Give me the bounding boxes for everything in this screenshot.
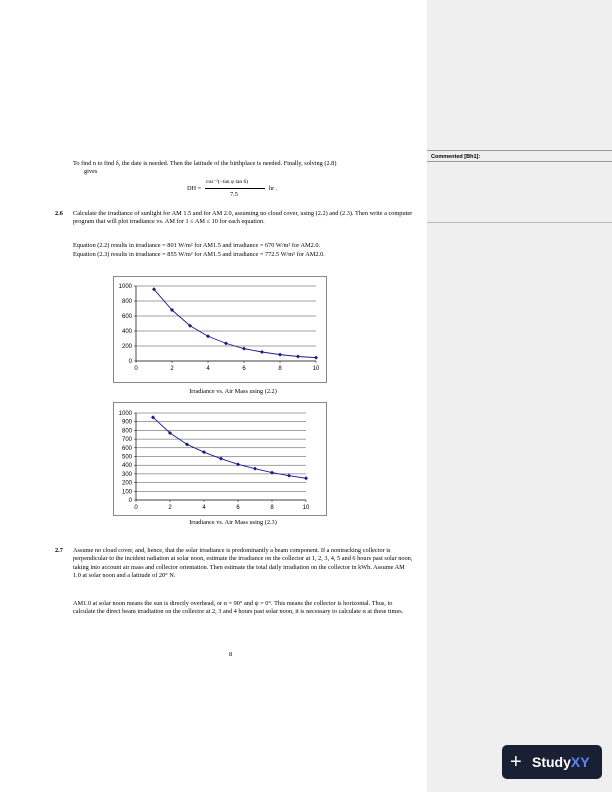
chart-2-caption: Irradiance vs. Air Mass using (2.3)	[189, 519, 277, 526]
y-tick-label: 300	[121, 471, 132, 478]
chart-1	[114, 277, 326, 382]
chart-1-frame	[113, 276, 327, 383]
data-point	[253, 467, 257, 471]
equation-lhs: DH =	[187, 185, 202, 192]
x-tick-label: 0	[134, 366, 138, 372]
y-tick-label: 200	[121, 344, 132, 350]
page-number: 8	[229, 651, 233, 658]
brand-name-part1: Study	[532, 754, 571, 770]
series-line	[154, 289, 316, 357]
data-point	[202, 450, 206, 454]
equation-numerator: cos⁻¹(−tan φ tan δ)	[206, 179, 248, 185]
plus-icon: +	[510, 751, 522, 773]
x-tick-label: 6	[236, 505, 240, 511]
x-tick-label: 2	[170, 366, 174, 372]
data-point	[236, 462, 240, 466]
y-tick-label: 100	[121, 489, 132, 496]
data-point	[260, 350, 264, 354]
y-tick-label: 800	[121, 428, 132, 435]
data-point	[304, 476, 308, 480]
problem-2-7-text: Assume no cloud cover, and, hence, that the solar irradiance is predominantly a beam component. If a nontracking collector is perpendicular to the incident radiation at solar noon, estimate the irradiance on the collector at 1, 2, 3, 4, 5 and 6 hours past solar noon, taking into account air mass and collector orientation. Then estimate the total daily irradiation on the collector in kWh. Assume AM 1.0 at solar noon and a latitude of 20° N.	[73, 547, 413, 579]
y-tick-label: 600	[121, 314, 132, 320]
intro-line-2: gives	[84, 168, 98, 175]
data-point	[314, 356, 318, 360]
y-tick-label: 800	[121, 299, 132, 305]
x-tick-label: 2	[168, 505, 172, 511]
chart-2	[114, 403, 326, 515]
intro-line-1: To find n to find δ, the date is needed. Then the latitude of the birthplace is needed. Finally, solving (2.8)	[73, 160, 337, 167]
chart-2-frame	[113, 402, 327, 516]
x-tick-label: 4	[206, 366, 210, 372]
brand-name-part2: XY	[570, 754, 590, 770]
y-tick-label: 400	[121, 463, 132, 470]
studyxy-logo	[502, 745, 602, 779]
data-point	[287, 474, 291, 478]
y-tick-label: 1000	[118, 411, 132, 417]
equation-unit: hr .	[269, 185, 278, 192]
problem-2-7-answer: AM1.0 at solar noon means the sun is directly overhead, or α = 90° and ψ = 0°. This means the collector is horizontal. Thus, to calculate the direct beam irradiation on the collector at 2, 3 and 4 hours past solar noon, it is necessary to calculate α at these times.	[73, 600, 404, 616]
y-tick-label: 0	[128, 359, 132, 365]
y-tick-label: 600	[121, 445, 132, 452]
problem-2-6-text: Calculate the irradiance of sunlight for AM 1.5 and for AM 2.0, assuming no cloud cover, using (2.2) and (2.3). Then write a computer program that will plot irradiance vs. AM for 1 ≤ AM ≤ 10 for each equation.	[73, 210, 413, 226]
equation-denominator: 7.5	[230, 191, 238, 198]
y-tick-label: 200	[121, 480, 132, 487]
brand-name	[532, 745, 590, 779]
fraction-bar	[205, 188, 265, 189]
y-tick-label: 900	[121, 419, 132, 426]
data-point	[219, 457, 223, 461]
problem-number-2-7: 2.7	[55, 547, 63, 554]
x-tick-label: 10	[302, 505, 310, 511]
comment-sidebar	[427, 0, 612, 792]
y-tick-label: 1000	[118, 284, 132, 290]
data-point	[242, 347, 246, 351]
comment-label: Commented [Bh1]:	[427, 150, 612, 162]
problem-number-2-6: 2.6	[55, 210, 63, 217]
comment-box	[427, 162, 612, 223]
data-point	[206, 334, 210, 338]
data-point	[224, 341, 228, 345]
x-tick-label: 6	[242, 366, 246, 372]
data-point	[296, 355, 300, 359]
result-2-2: Equation (2.2) results in irradiance = 801 W/m² for AM1.5 and irradiance = 670 W/m² for AM2.0.	[73, 242, 321, 249]
x-tick-label: 10	[312, 366, 320, 372]
x-tick-label: 8	[278, 366, 282, 372]
y-tick-label: 500	[121, 454, 132, 461]
chart-1-caption: Irradiance vs. Air Mass using (2.2)	[189, 388, 277, 395]
x-tick-label: 8	[270, 505, 274, 511]
y-tick-label: 400	[121, 329, 132, 335]
y-tick-label: 0	[128, 498, 132, 504]
y-tick-label: 700	[121, 437, 132, 444]
data-point	[278, 353, 282, 357]
x-tick-label: 4	[202, 505, 206, 511]
result-2-3: Equation (2.3) results in irradiance = 855 W/m² for AM1.5 and irradiance = 772.5 W/m² for AM2.0.	[73, 251, 325, 258]
x-tick-label: 0	[134, 505, 138, 511]
